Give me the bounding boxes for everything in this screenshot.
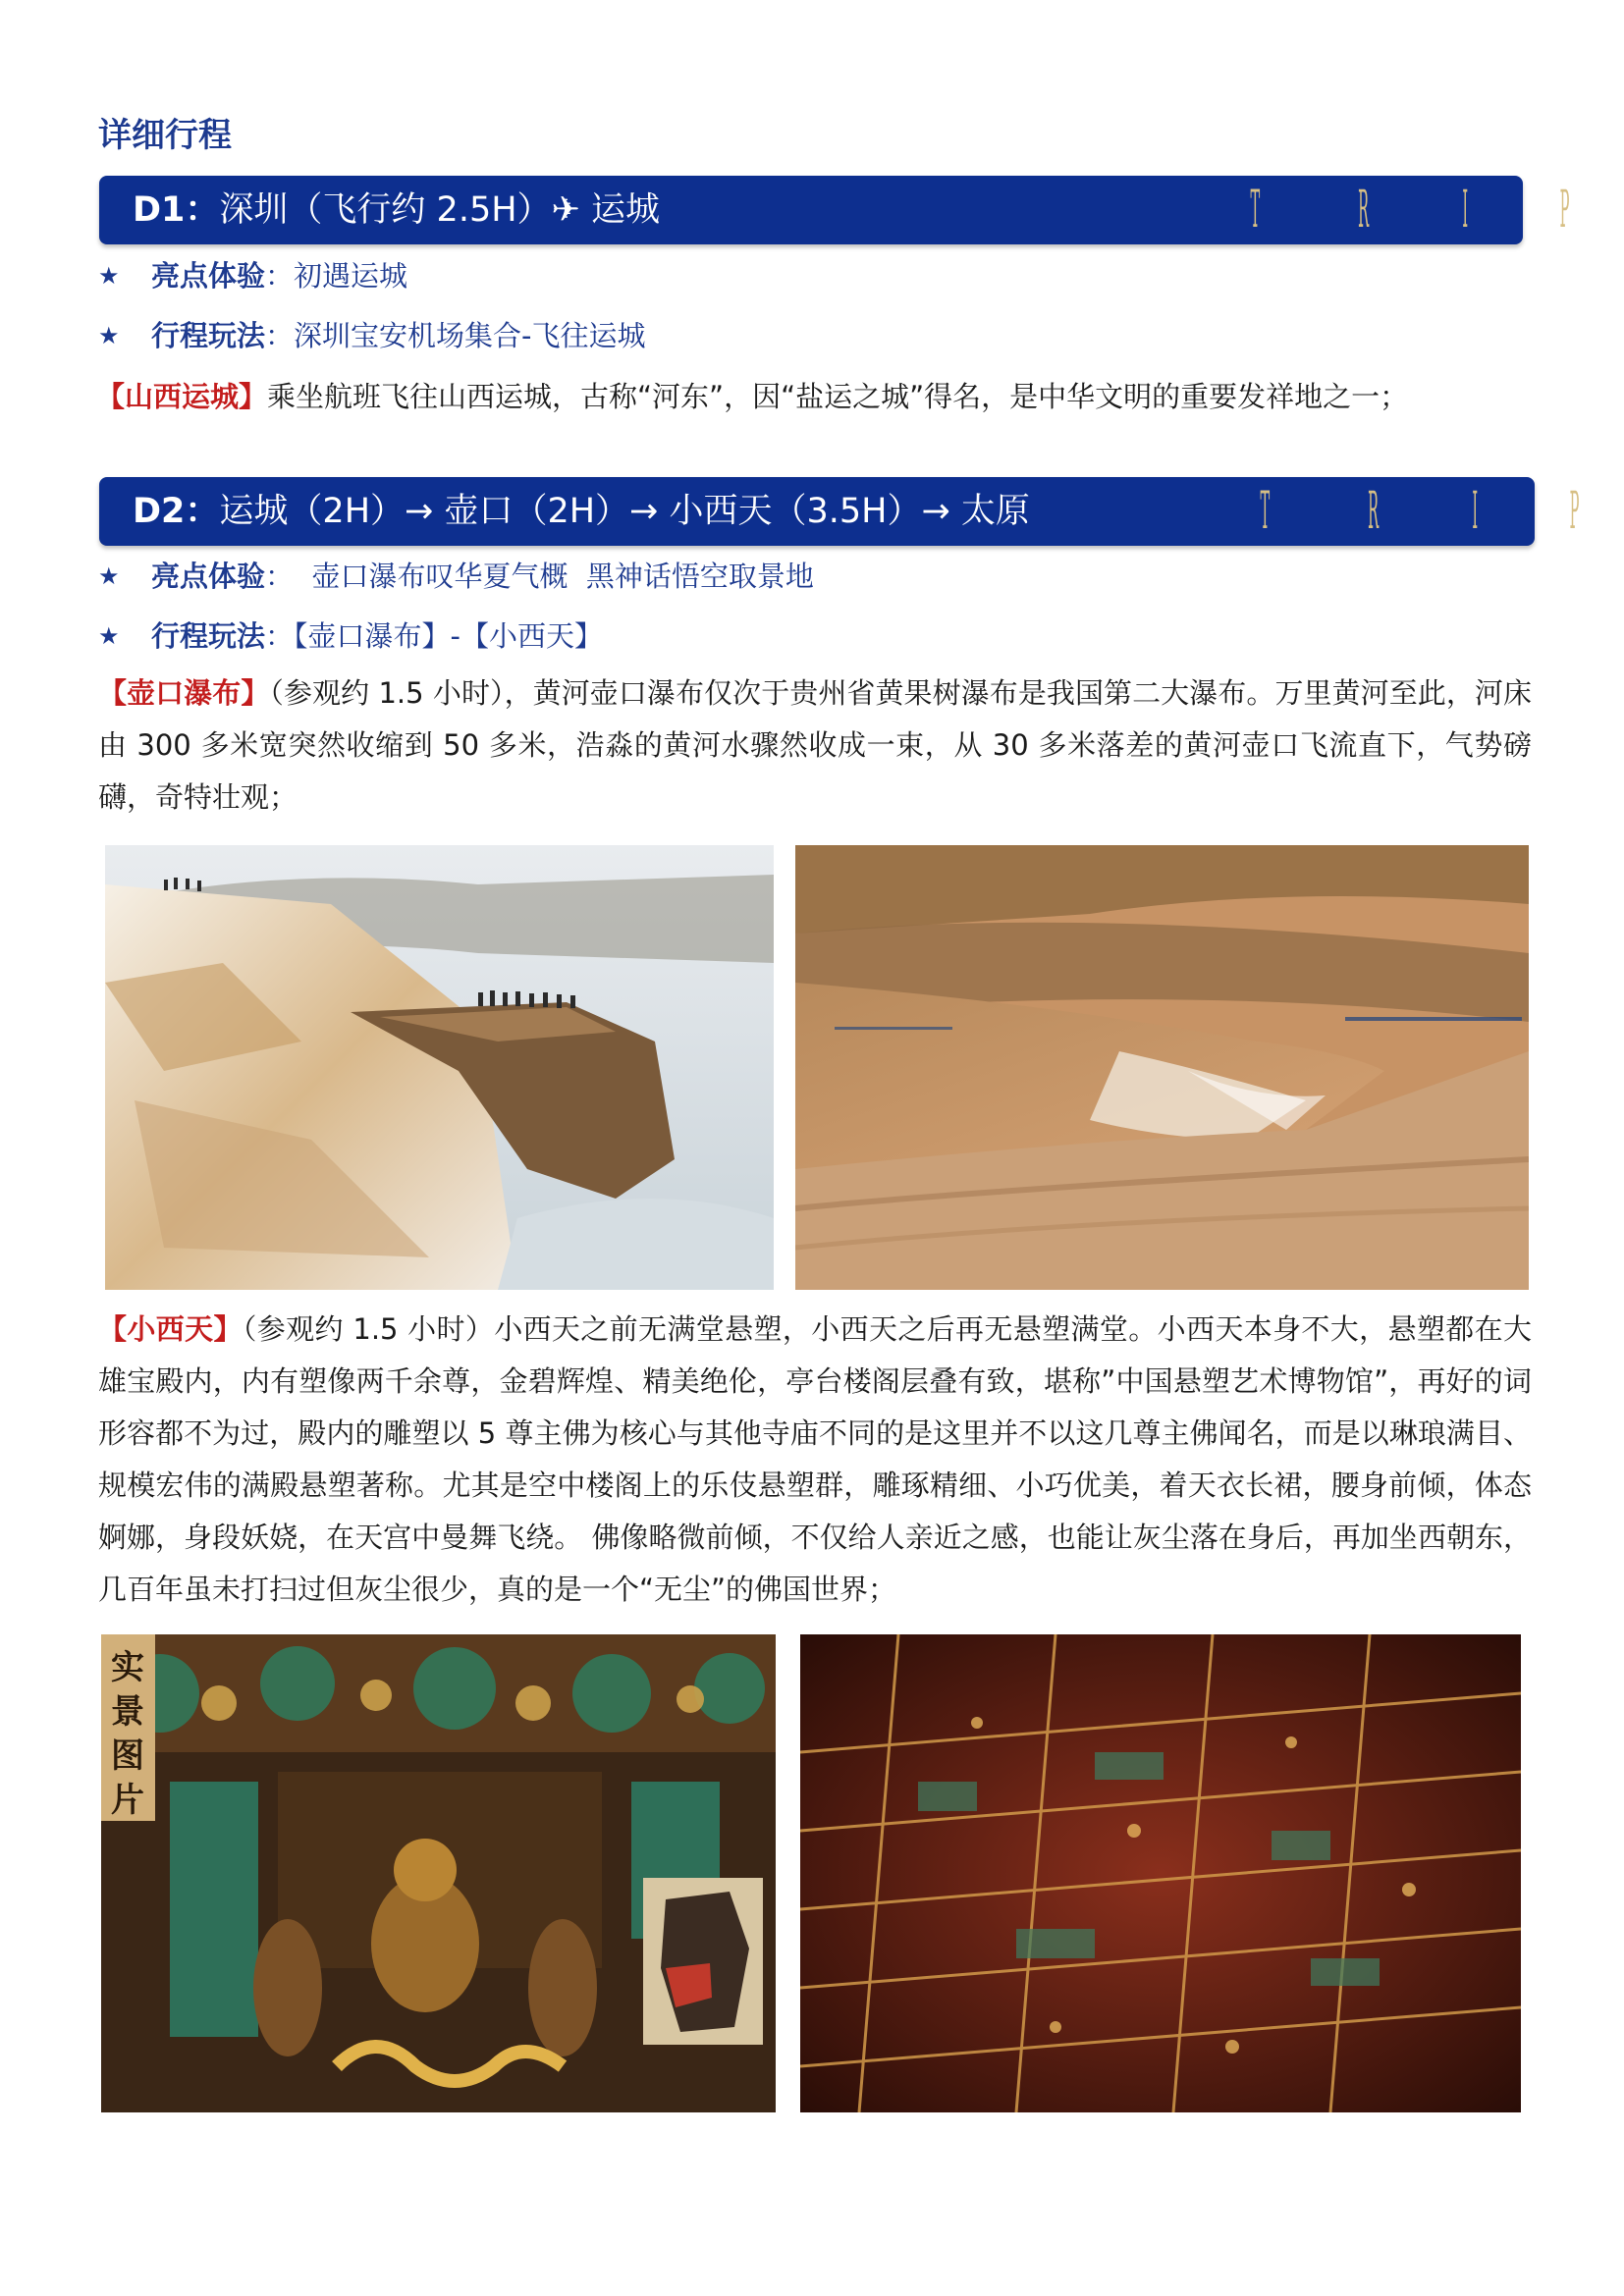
- hukou-text: （参观约 1.5 小时），黄河壶口瀑布仅次于贵州省黄果树瀑布是我国第二大瀑布。万里黄河至此，河床由 300 多米宽突然收缩到 50 多米，浩淼的黄河水骤然收成一束，从 30 多米落差的黄河壶口飞流直下，气势磅礴，奇特壮观；: [98, 676, 1532, 814]
- hukou-paragraph: [98, 667, 1532, 824]
- day1-play-row: [98, 316, 645, 355]
- day2-highlight-label: 亮点体验: [151, 560, 266, 593]
- trip-letter-r: R: [1358, 181, 1370, 240]
- trip-letter-p: P: [1559, 181, 1570, 240]
- day1-paragraph: [96, 371, 1530, 423]
- hukou-tag: 【壶口瀑布】: [98, 676, 270, 710]
- star-icon: ★: [98, 322, 120, 349]
- day1-play-label: 行程玩法: [151, 319, 266, 352]
- trip-letter-i: I: [1462, 181, 1469, 240]
- xiaoxitian-paragraph: [98, 1304, 1532, 1616]
- day1-route: 深圳（飞行约 2.5H）✈ 运城: [219, 190, 660, 230]
- xiaoxitian-text: （参观约 1.5 小时）小西天之前无满堂悬塑，小西天之后再无悬塑满堂。小西天本身不大，悬塑都在大雄宝殿内，内有塑像两千余尊，金碧辉煌、精美绝伦，亭台楼阁层叠有致，堪称”中国悬塑艺术博物馆”，再好的词形容都不为过，殿内的雕塑以 5 尊主佛为核心与其他寺庙不同的是这里并不以这几尊主佛闻名，而是以琳琅满目、规模宏伟的满殿悬塑著称。尤其是空中楼阁上的乐伎悬塑群，雕琢精细、小巧优美，着天衣长裙，腰身前倾，体态婀娜，身段妖娆，在天宫中曼舞飞绕。 佛像略微前倾，不仅给人亲近之感，也能让灰尘落在身后，再加坐西朝东，几百年虽未打扫过但灰尘很少，真的是一个“无尘”的佛国世界；: [98, 1312, 1532, 1606]
- day2-route: 运城（2H）→ 壶口（2H）→ 小西天（3.5H）→ 太原: [219, 492, 1030, 531]
- temple-photo-right: [800, 1634, 1521, 2112]
- day1-banner: [99, 176, 1570, 244]
- star-icon: ★: [98, 562, 120, 590]
- xiaoxitian-tag: 【小西天】: [98, 1312, 243, 1346]
- day1-para-tag: 【山西运城】: [96, 380, 268, 413]
- star-icon: ★: [98, 622, 120, 650]
- trip-letter-r: R: [1368, 482, 1380, 541]
- trip-letter-t: T: [1250, 181, 1261, 240]
- photo-stamp-char-3: 图: [111, 1736, 144, 1776]
- day1-highlight-value: ：初遇运城: [265, 259, 408, 293]
- day2-prefix: D2: [133, 492, 186, 531]
- trip-letter-i: I: [1472, 482, 1479, 541]
- day2-play-row: [98, 616, 603, 656]
- day2-play-value: ：【壶口瀑布】-【小西天】: [265, 619, 603, 653]
- day1-title: [133, 176, 660, 244]
- day2-sep: ：: [185, 492, 220, 531]
- day1-play-value: ：深圳宝安机场集合-飞往运城: [265, 319, 646, 352]
- waterfall-photo-right: [795, 845, 1529, 1290]
- day1-highlight-row: [98, 256, 407, 295]
- day1-highlight-label: 亮点体验: [151, 259, 266, 293]
- day2-highlight-row: [98, 557, 814, 596]
- temple-photo-left: [101, 1634, 776, 2112]
- photo-stamp-char-2: 景: [111, 1692, 144, 1732]
- photo-stamp-char-4: 片: [111, 1781, 144, 1820]
- day1-prefix: D1: [133, 190, 186, 230]
- day2-highlight-value: ： 壶口瀑布叹华夏气概 黑神话悟空取景地: [265, 560, 814, 593]
- day1-sep: ：: [185, 190, 220, 230]
- trip-letter-p: P: [1569, 482, 1580, 541]
- waterfall-photo-left: [105, 845, 774, 1290]
- trip-watermark: [1238, 181, 1582, 240]
- day2-title: [133, 477, 1030, 546]
- day2-play-label: 行程玩法: [151, 619, 266, 653]
- trip-letter-t: T: [1260, 482, 1271, 541]
- day1-para-text: 乘坐航班飞往山西运城，古称“河东”，因“盐运之城”得名，是中华文明的重要发祥地之一；: [267, 380, 1409, 413]
- star-icon: ★: [98, 262, 120, 290]
- day2-banner: [99, 477, 1580, 546]
- page-heading: 详细行程: [98, 116, 232, 155]
- photo-stamp-char-1: 实: [111, 1648, 144, 1687]
- trip-watermark: [1248, 482, 1592, 541]
